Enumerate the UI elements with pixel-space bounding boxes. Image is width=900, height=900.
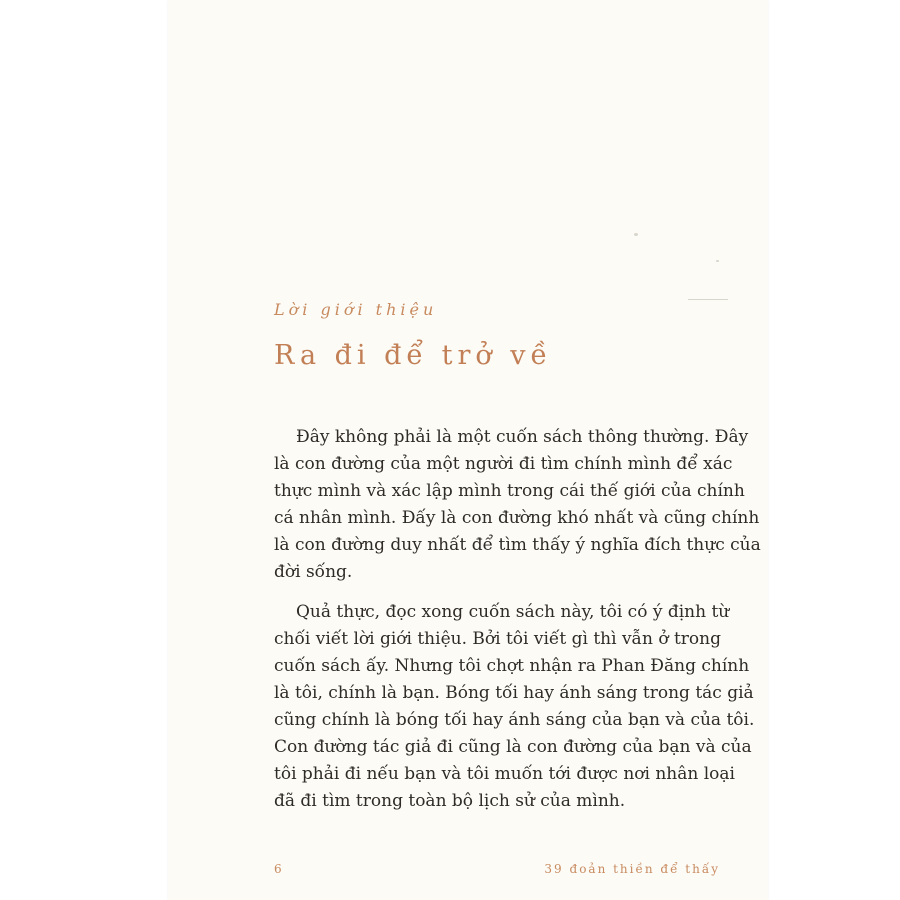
text-line: Con đường tác giả đi cũng là con đường của bạn và của — [274, 737, 752, 757]
paper-speck — [688, 299, 728, 300]
running-footer-title: 39 đoản thiền để thấy — [544, 862, 720, 876]
text-line: là tôi, chính là bạn. Bóng tối hay ánh sáng trong tác giả — [274, 683, 754, 703]
text-line: tôi phải đi nếu bạn và tôi muốn tới được nơi nhân loại — [274, 764, 735, 784]
text-line: là con đường duy nhất để tìm thấy ý nghĩa đích thực của — [274, 535, 761, 555]
paper-speck — [716, 260, 719, 262]
text-line: cũng chính là bóng tối hay ánh sáng của bạn và của tôi. — [274, 710, 755, 730]
text-line: là con đường của một người đi tìm chính mình để xác — [274, 454, 733, 474]
page-number: 6 — [274, 862, 282, 876]
text-line: thực mình và xác lập mình trong cái thế giới của chính — [274, 481, 745, 501]
text-line: Đây không phải là một cuốn sách thông thường. Đây — [296, 427, 749, 447]
paper-speck — [634, 233, 638, 236]
text-line: cuốn sách ấy. Nhưng tôi chợt nhận ra Phan Đăng chính — [274, 656, 750, 676]
chapter-title: Ra đi để trở về — [274, 340, 553, 371]
text-line: đã đi tìm trong toàn bộ lịch sử của mình. — [274, 791, 626, 811]
paragraph-1 — [274, 424, 761, 586]
section-subtitle: Lời giới thiệu — [274, 300, 438, 319]
paragraph-2 — [274, 599, 755, 815]
text-line: Quả thực, đọc xong cuốn sách này, tôi có ý định từ — [296, 602, 730, 622]
text-line: chối viết lời giới thiệu. Bởi tôi viết gì thì vẫn ở trong — [274, 629, 721, 649]
text-line: cá nhân mình. Đấy là con đường khó nhất và cũng chính — [274, 508, 760, 528]
text-line: đời sống. — [274, 562, 353, 582]
